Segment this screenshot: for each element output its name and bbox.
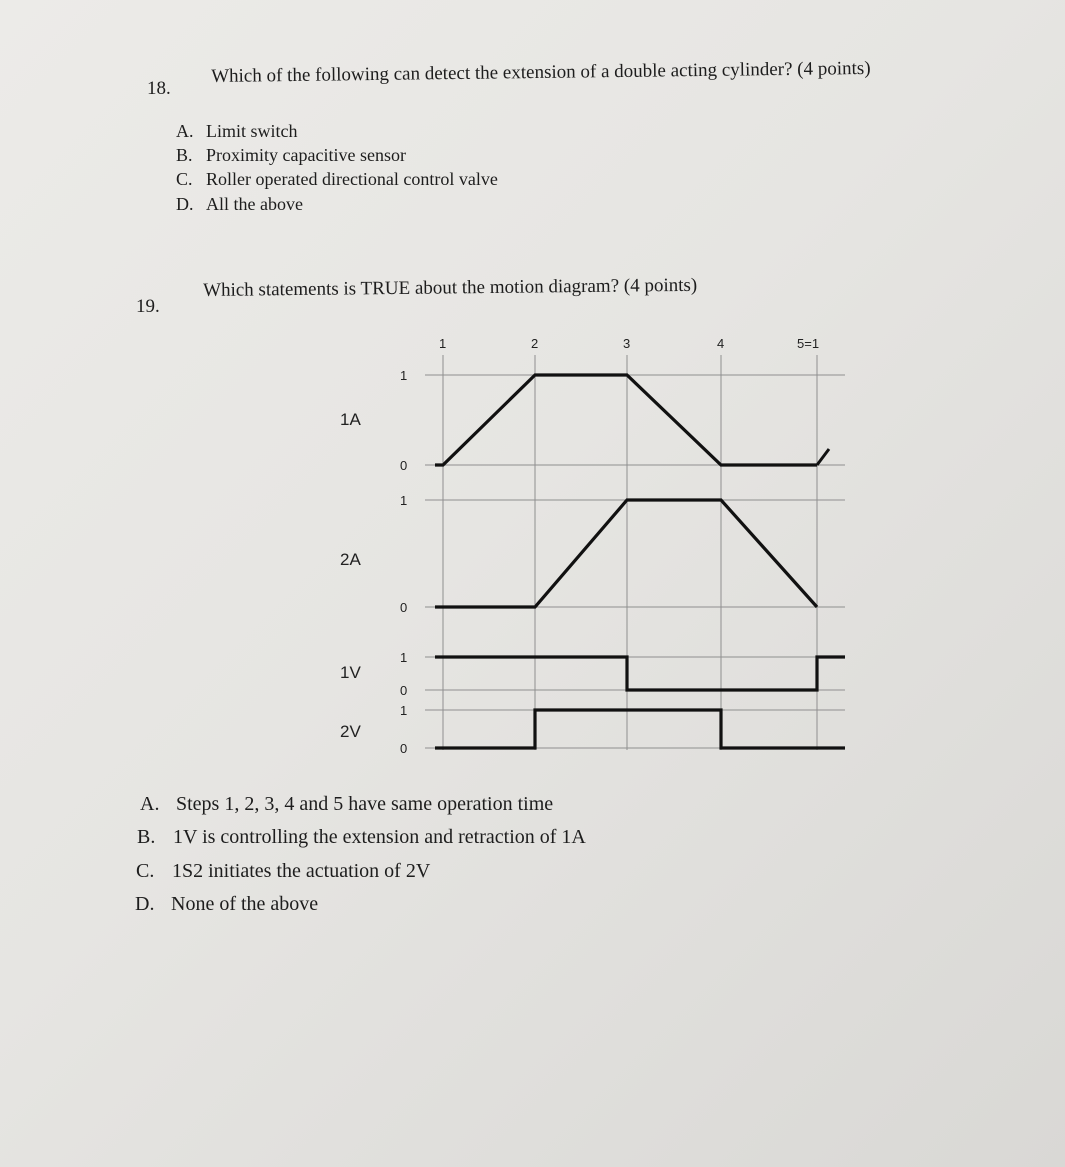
q19-number: 19.	[136, 296, 160, 317]
q19-option-d-text: None of the above	[171, 893, 319, 915]
row-1A-low-label: 0	[400, 458, 408, 473]
q19-question-text: Which statements is TRUE about the motion diagram? (4 points)	[203, 274, 698, 301]
row-2A-high-label: 1	[400, 493, 408, 508]
q18-number: 18.	[147, 78, 171, 99]
q18-question-text: Which of the following can detect the extension of a double acting cylinder? (4 points)	[211, 57, 871, 87]
signal-line-1V	[435, 657, 845, 690]
q19-option-b[interactable]	[137, 826, 586, 849]
q19-option-c[interactable]	[136, 860, 430, 883]
q19-option-a-text: Steps 1, 2, 3, 4 and 5 have same operation time	[176, 793, 554, 815]
row-2A-low-label: 0	[400, 600, 408, 615]
q19-option-b-text: 1V is controlling the extension and retraction of 1A	[173, 826, 586, 848]
row-label-2A: 2A	[340, 550, 361, 569]
q18-option-d-text: All the above	[206, 194, 303, 214]
q19-option-c-letter: C.	[136, 860, 155, 882]
q18-option-d[interactable]	[176, 194, 303, 215]
row-1V-low-label: 0	[400, 683, 408, 698]
q18-option-c[interactable]	[176, 169, 498, 190]
motion-diagram	[320, 320, 860, 760]
q18-option-c-text: Roller operated directional control valve	[206, 169, 498, 189]
q18-option-b[interactable]	[176, 145, 406, 166]
step-number-1: 1	[439, 336, 447, 351]
q18-option-b-letter: B.	[176, 145, 193, 165]
row-label-2V: 2V	[340, 722, 361, 741]
q18-option-b-text: Proximity capacitive sensor	[206, 145, 406, 165]
step-number-5: 5=1	[797, 336, 820, 351]
q18-option-a[interactable]	[176, 121, 298, 142]
q18-option-c-letter: C.	[176, 169, 193, 189]
step-number-3: 3	[623, 336, 631, 351]
step-number-4: 4	[717, 336, 725, 351]
row-label-1V: 1V	[340, 663, 361, 682]
q19-option-a[interactable]	[140, 793, 553, 816]
q19-option-d[interactable]	[135, 893, 318, 916]
row-1A-high-label: 1	[400, 368, 408, 383]
row-2V-high-label: 1	[400, 703, 408, 718]
q19-option-c-text: 1S2 initiates the actuation of 2V	[172, 860, 431, 882]
q19-option-a-letter: A.	[140, 793, 160, 815]
q18-option-d-letter: D.	[176, 194, 194, 214]
q19-option-d-letter: D.	[135, 893, 155, 915]
q18-option-a-letter: A.	[176, 121, 194, 141]
signal-line-2A	[435, 500, 817, 607]
signal-line-2V	[435, 710, 845, 748]
row-1V-high-label: 1	[400, 650, 408, 665]
row-label-1A: 1A	[340, 410, 361, 429]
row-2V-low-label: 0	[400, 741, 408, 756]
q18-option-a-text: Limit switch	[206, 121, 298, 141]
step-number-2: 2	[531, 336, 539, 351]
signal-line-1A-continuation	[817, 449, 829, 465]
signal-line-1A	[435, 375, 817, 465]
q19-option-b-letter: B.	[137, 826, 156, 848]
